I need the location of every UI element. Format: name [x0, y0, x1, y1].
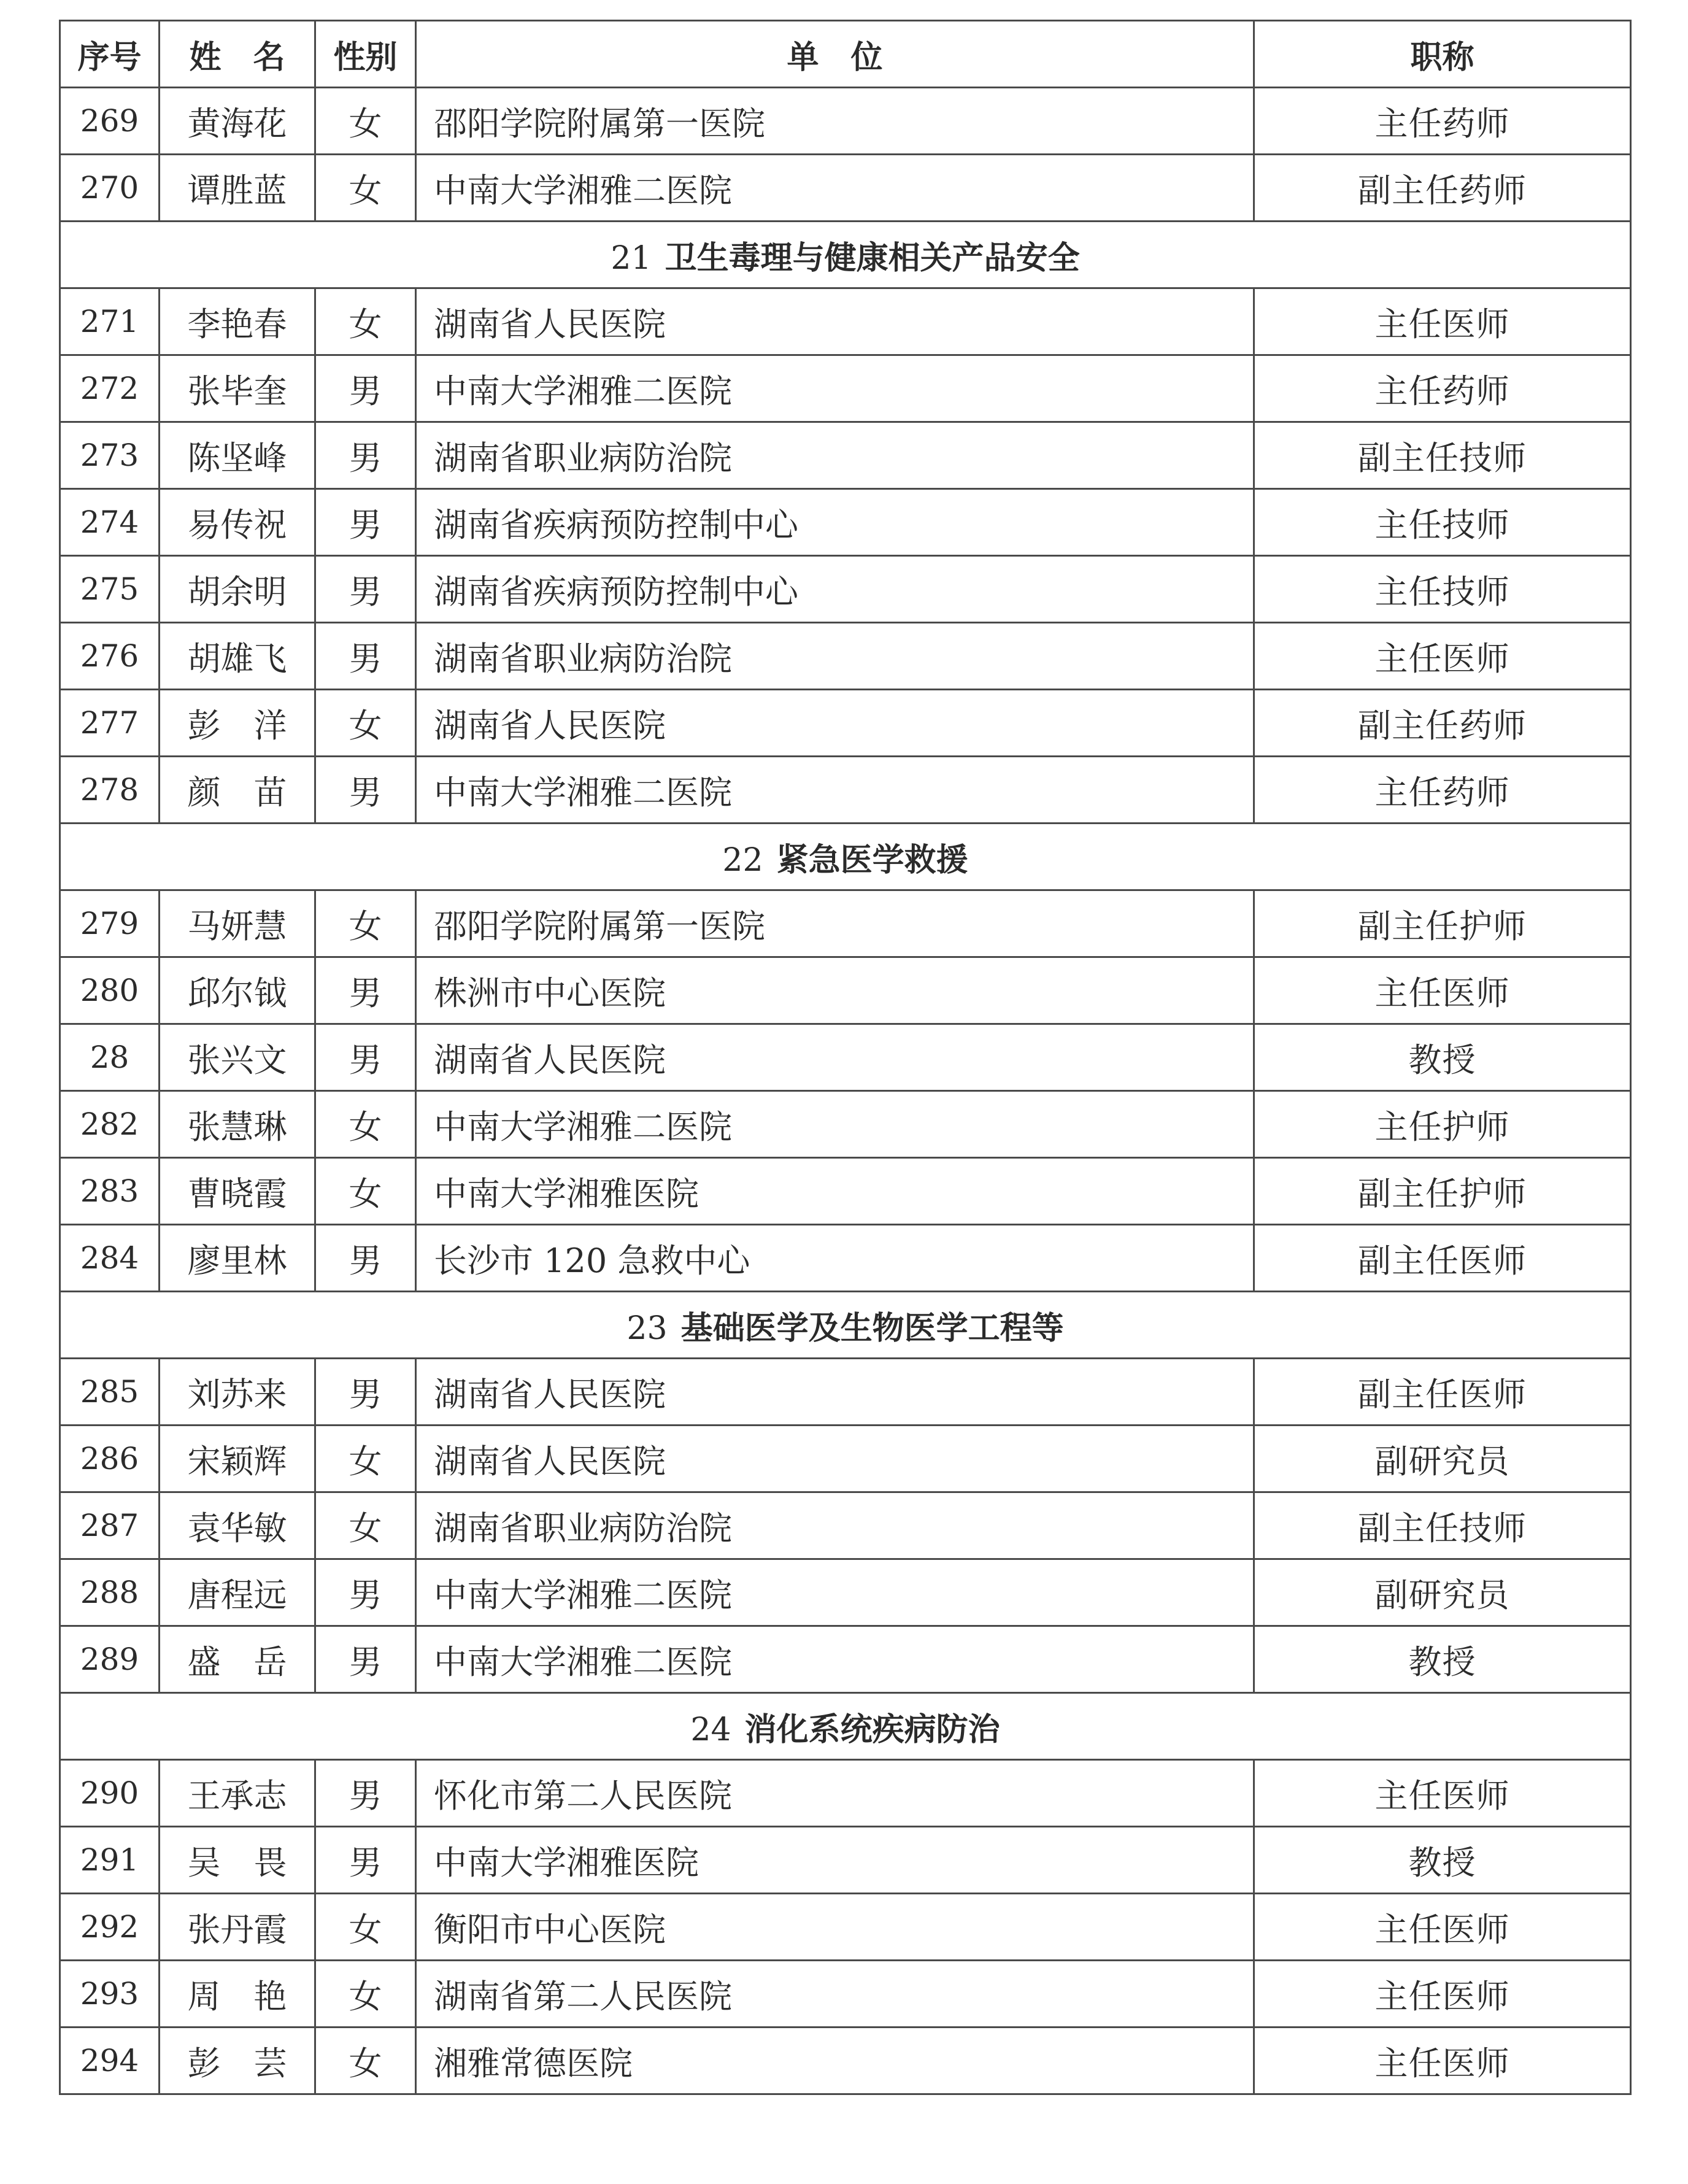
professional-title-cell: 副研究员	[1254, 1559, 1631, 1626]
organization-cell: 中南大学湘雅医院	[416, 1158, 1254, 1225]
serial-number-cell: 289	[60, 1626, 160, 1693]
organization-cell: 湖南省人民医院	[416, 1024, 1254, 1091]
serial-number-cell: 282	[60, 1091, 160, 1158]
name-cell: 胡雄飞	[160, 623, 315, 690]
gender-cell: 男	[315, 422, 416, 489]
professional-title-cell: 副主任技师	[1254, 1492, 1631, 1559]
name-cell: 张毕奎	[160, 355, 315, 422]
name-cell: 黄海花	[160, 88, 315, 155]
gender-cell: 男	[315, 556, 416, 623]
professional-title-cell: 主任药师	[1254, 355, 1631, 422]
section-number: 21	[611, 239, 652, 277]
table-row	[60, 1359, 1631, 1426]
professional-title-cell: 主任技师	[1254, 489, 1631, 556]
gender-cell: 男	[315, 1024, 416, 1091]
header-organization: 单 位	[416, 21, 1254, 88]
gender-cell: 男	[315, 1626, 416, 1693]
name-cell: 易传祝	[160, 489, 315, 556]
gender-cell: 女	[315, 1961, 416, 2028]
table-row	[60, 1827, 1631, 1894]
table-body	[60, 88, 1631, 2094]
organization-cell: 中南大学湘雅二医院	[416, 1559, 1254, 1626]
name-cell: 张丹霞	[160, 1894, 315, 1961]
section-number: 24	[690, 1711, 731, 1748]
name-cell: 袁华敏	[160, 1492, 315, 1559]
organization-cell: 湖南省人民医院	[416, 690, 1254, 757]
table-row	[60, 489, 1631, 556]
gender-cell: 女	[315, 1158, 416, 1225]
serial-number-cell: 291	[60, 1827, 160, 1894]
name-cell: 吴 畏	[160, 1827, 315, 1894]
name-cell: 谭胜蓝	[160, 155, 315, 222]
professional-title-cell: 主任医师	[1254, 1894, 1631, 1961]
professional-title-cell: 副主任医师	[1254, 1225, 1631, 1292]
organization-cell: 邵阳学院附属第一医院	[416, 890, 1254, 957]
name-cell: 张兴文	[160, 1024, 315, 1091]
professional-title-cell: 教授	[1254, 1827, 1631, 1894]
section-number: 23	[626, 1310, 668, 1347]
serial-number-cell: 275	[60, 556, 160, 623]
gender-cell: 男	[315, 355, 416, 422]
professional-title-cell: 教授	[1254, 1626, 1631, 1693]
serial-number-cell: 284	[60, 1225, 160, 1292]
gender-cell: 女	[315, 1426, 416, 1492]
professional-title-cell: 主任护师	[1254, 1091, 1631, 1158]
section-heading-row	[60, 222, 1631, 288]
table-row	[60, 1894, 1631, 1961]
organization-cell: 衡阳市中心医院	[416, 1894, 1254, 1961]
organization-cell: 中南大学湘雅二医院	[416, 155, 1254, 222]
table-row	[60, 1559, 1631, 1626]
gender-cell: 男	[315, 1827, 416, 1894]
serial-number-cell: 269	[60, 88, 160, 155]
section-heading-row	[60, 1693, 1631, 1760]
table-row	[60, 2028, 1631, 2094]
section-heading	[60, 1693, 1631, 1760]
table-row	[60, 890, 1631, 957]
table-row	[60, 556, 1631, 623]
table-row	[60, 1158, 1631, 1225]
professional-title-cell: 主任医师	[1254, 1961, 1631, 2028]
serial-number-cell: 278	[60, 757, 160, 824]
table-row	[60, 1760, 1631, 1827]
table-row	[60, 757, 1631, 824]
organization-cell: 湖南省职业病防治院	[416, 1492, 1254, 1559]
gender-cell: 男	[315, 757, 416, 824]
name-cell: 胡余明	[160, 556, 315, 623]
expert-list-table	[59, 20, 1632, 2095]
header-serial-number: 序号	[60, 21, 160, 88]
gender-cell: 男	[315, 1225, 416, 1292]
section-heading	[60, 1292, 1631, 1359]
organization-cell: 中南大学湘雅二医院	[416, 1091, 1254, 1158]
professional-title-cell: 副主任护师	[1254, 1158, 1631, 1225]
gender-cell: 女	[315, 2028, 416, 2094]
table-row	[60, 1024, 1631, 1091]
gender-cell: 男	[315, 1559, 416, 1626]
professional-title-cell: 副主任技师	[1254, 422, 1631, 489]
name-cell: 彭 芸	[160, 2028, 315, 2094]
professional-title-cell: 主任医师	[1254, 623, 1631, 690]
gender-cell: 男	[315, 1359, 416, 1426]
organization-cell: 中南大学湘雅二医院	[416, 355, 1254, 422]
section-heading-row	[60, 1292, 1631, 1359]
professional-title-cell: 主任医师	[1254, 1760, 1631, 1827]
organization-cell: 湖南省职业病防治院	[416, 422, 1254, 489]
serial-number-cell: 292	[60, 1894, 160, 1961]
professional-title-cell: 主任医师	[1254, 2028, 1631, 2094]
professional-title-cell: 副主任医师	[1254, 1359, 1631, 1426]
serial-number-cell: 28	[60, 1024, 160, 1091]
serial-number-cell: 294	[60, 2028, 160, 2094]
gender-cell: 女	[315, 155, 416, 222]
organization-cell: 中南大学湘雅医院	[416, 1827, 1254, 1894]
organization-cell: 邵阳学院附属第一医院	[416, 88, 1254, 155]
professional-title-cell: 副主任护师	[1254, 890, 1631, 957]
section-heading	[60, 222, 1631, 288]
section-number: 22	[722, 841, 763, 879]
table-row	[60, 88, 1631, 155]
organization-cell: 湖南省职业病防治院	[416, 623, 1254, 690]
section-label: 基础医学及生物医学工程等	[680, 1310, 1064, 1347]
header-professional-title: 职称	[1254, 21, 1631, 88]
header-gender: 性别	[315, 21, 416, 88]
organization-cell: 湘雅常德医院	[416, 2028, 1254, 2094]
name-cell: 王承志	[160, 1760, 315, 1827]
name-cell: 廖里林	[160, 1225, 315, 1292]
section-label: 消化系统疾病防治	[744, 1711, 1000, 1748]
section-label: 卫生毒理与健康相关产品安全	[665, 239, 1080, 277]
table-row	[60, 422, 1631, 489]
organization-cell: 湖南省人民医院	[416, 1426, 1254, 1492]
table-header-row	[60, 21, 1631, 88]
name-cell: 陈坚峰	[160, 422, 315, 489]
name-cell: 颜 苗	[160, 757, 315, 824]
name-cell: 张慧琳	[160, 1091, 315, 1158]
section-heading-row	[60, 824, 1631, 890]
name-cell: 李艳春	[160, 288, 315, 355]
serial-number-cell: 273	[60, 422, 160, 489]
professional-title-cell: 副主任药师	[1254, 155, 1631, 222]
organization-cell: 长沙市 120 急救中心	[416, 1225, 1254, 1292]
gender-cell: 女	[315, 890, 416, 957]
serial-number-cell: 280	[60, 957, 160, 1024]
serial-number-cell: 276	[60, 623, 160, 690]
table-row	[60, 1626, 1631, 1693]
professional-title-cell: 主任医师	[1254, 288, 1631, 355]
serial-number-cell: 274	[60, 489, 160, 556]
professional-title-cell: 主任医师	[1254, 957, 1631, 1024]
gender-cell: 男	[315, 957, 416, 1024]
organization-cell: 怀化市第二人民医院	[416, 1760, 1254, 1827]
name-cell: 彭 洋	[160, 690, 315, 757]
organization-cell: 湖南省人民医院	[416, 1359, 1254, 1426]
table-row	[60, 355, 1631, 422]
table-row	[60, 155, 1631, 222]
organization-cell: 中南大学湘雅二医院	[416, 1626, 1254, 1693]
table-row	[60, 288, 1631, 355]
organization-cell: 株洲市中心医院	[416, 957, 1254, 1024]
professional-title-cell: 主任药师	[1254, 88, 1631, 155]
professional-title-cell: 主任药师	[1254, 757, 1631, 824]
gender-cell: 女	[315, 1492, 416, 1559]
gender-cell: 男	[315, 489, 416, 556]
organization-cell: 湖南省疾病预防控制中心	[416, 556, 1254, 623]
gender-cell: 男	[315, 1760, 416, 1827]
gender-cell: 女	[315, 690, 416, 757]
serial-number-cell: 290	[60, 1760, 160, 1827]
professional-title-cell: 副主任药师	[1254, 690, 1631, 757]
section-heading	[60, 824, 1631, 890]
serial-number-cell: 277	[60, 690, 160, 757]
name-cell: 曹晓霞	[160, 1158, 315, 1225]
organization-cell: 湖南省第二人民医院	[416, 1961, 1254, 2028]
professional-title-cell: 副研究员	[1254, 1426, 1631, 1492]
name-cell: 盛 岳	[160, 1626, 315, 1693]
name-cell: 宋颖辉	[160, 1426, 315, 1492]
gender-cell: 男	[315, 623, 416, 690]
gender-cell: 女	[315, 1091, 416, 1158]
serial-number-cell: 270	[60, 155, 160, 222]
section-label: 紧急医学救援	[776, 841, 968, 879]
name-cell: 马妍慧	[160, 890, 315, 957]
serial-number-cell: 279	[60, 890, 160, 957]
serial-number-cell: 293	[60, 1961, 160, 2028]
gender-cell: 女	[315, 1894, 416, 1961]
table-row	[60, 1091, 1631, 1158]
organization-cell: 中南大学湘雅二医院	[416, 757, 1254, 824]
name-cell: 周 艳	[160, 1961, 315, 2028]
serial-number-cell: 286	[60, 1426, 160, 1492]
serial-number-cell: 285	[60, 1359, 160, 1426]
gender-cell: 女	[315, 88, 416, 155]
table-row	[60, 1225, 1631, 1292]
name-cell: 刘苏来	[160, 1359, 315, 1426]
serial-number-cell: 271	[60, 288, 160, 355]
table-row	[60, 623, 1631, 690]
professional-title-cell: 教授	[1254, 1024, 1631, 1091]
table-row	[60, 1426, 1631, 1492]
name-cell: 唐程远	[160, 1559, 315, 1626]
serial-number-cell: 272	[60, 355, 160, 422]
gender-cell: 女	[315, 288, 416, 355]
serial-number-cell: 288	[60, 1559, 160, 1626]
table-row	[60, 1492, 1631, 1559]
organization-cell: 湖南省人民医院	[416, 288, 1254, 355]
header-name: 姓 名	[160, 21, 315, 88]
table-row	[60, 957, 1631, 1024]
table-row	[60, 1961, 1631, 2028]
table-row	[60, 690, 1631, 757]
serial-number-cell: 287	[60, 1492, 160, 1559]
serial-number-cell: 283	[60, 1158, 160, 1225]
organization-cell: 湖南省疾病预防控制中心	[416, 489, 1254, 556]
name-cell: 邱尔钺	[160, 957, 315, 1024]
professional-title-cell: 主任技师	[1254, 556, 1631, 623]
